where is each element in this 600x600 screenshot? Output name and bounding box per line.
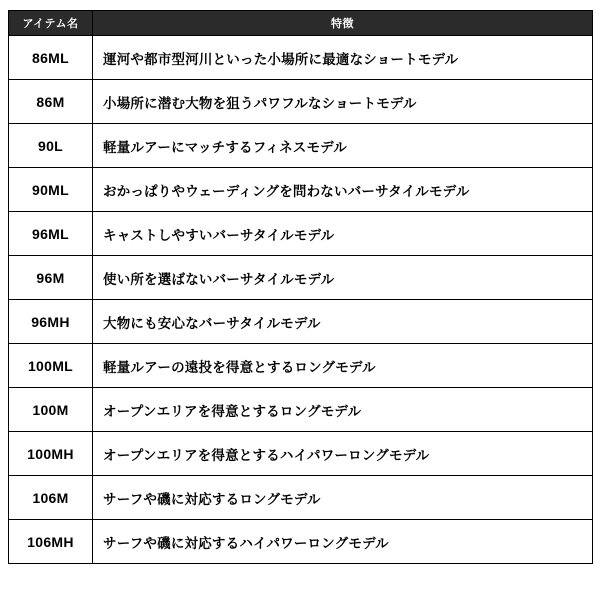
cell-item: 86M <box>9 80 93 124</box>
table-row <box>9 80 593 124</box>
table-row <box>9 520 593 564</box>
table-header <box>9 11 593 36</box>
spec-table-container <box>8 10 592 564</box>
cell-item: 106MH <box>9 520 93 564</box>
cell-feature: 小場所に潜む大物を狙うパワフルなショートモデル <box>93 80 593 124</box>
table-row <box>9 212 593 256</box>
table-row <box>9 168 593 212</box>
cell-feature: オープンエリアを得意とするロングモデル <box>93 388 593 432</box>
cell-item: 106M <box>9 476 93 520</box>
cell-feature: 使い所を選ばないバーサタイルモデル <box>93 256 593 300</box>
table-row <box>9 256 593 300</box>
cell-item: 86ML <box>9 36 93 80</box>
table-row <box>9 432 593 476</box>
column-header-feature: 特徴 <box>93 11 593 36</box>
cell-feature: 軽量ルアーにマッチするフィネスモデル <box>93 124 593 168</box>
cell-item: 96M <box>9 256 93 300</box>
table-row <box>9 124 593 168</box>
cell-item: 90ML <box>9 168 93 212</box>
spec-table <box>8 10 593 564</box>
cell-item: 100MH <box>9 432 93 476</box>
cell-feature: 軽量ルアーの遠投を得意とするロングモデル <box>93 344 593 388</box>
table-row <box>9 36 593 80</box>
cell-feature: キャストしやすいバーサタイルモデル <box>93 212 593 256</box>
cell-feature: サーフや磯に対応するハイパワーロングモデル <box>93 520 593 564</box>
cell-feature: 大物にも安心なバーサタイルモデル <box>93 300 593 344</box>
cell-feature: サーフや磯に対応するロングモデル <box>93 476 593 520</box>
table-body <box>9 36 593 564</box>
cell-item: 100M <box>9 388 93 432</box>
cell-feature: オープンエリアを得意とするハイパワーロングモデル <box>93 432 593 476</box>
table-header-row <box>9 11 593 36</box>
cell-item: 96MH <box>9 300 93 344</box>
column-header-item: アイテム名 <box>9 11 93 36</box>
cell-feature: 運河や都市型河川といった小場所に最適なショートモデル <box>93 36 593 80</box>
cell-feature: おかっぱりやウェーディングを問わないバーサタイルモデル <box>93 168 593 212</box>
table-row <box>9 300 593 344</box>
cell-item: 100ML <box>9 344 93 388</box>
table-row <box>9 388 593 432</box>
cell-item: 90L <box>9 124 93 168</box>
cell-item: 96ML <box>9 212 93 256</box>
table-row <box>9 476 593 520</box>
table-row <box>9 344 593 388</box>
